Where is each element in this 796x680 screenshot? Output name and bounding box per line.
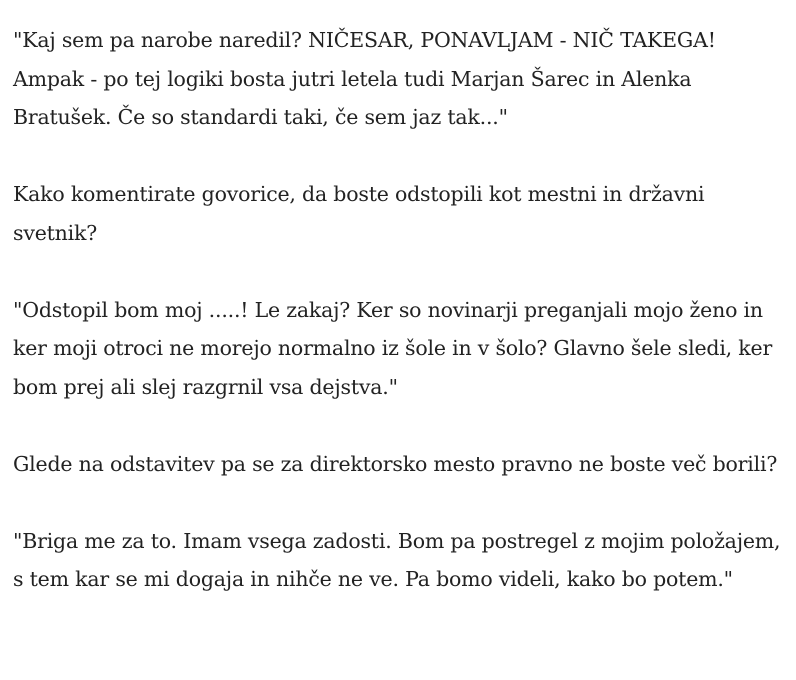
answer-paragraph-1: "Kaj sem pa narobe naredil? NIČESAR, PONAVLJAM - NIČ TAKEGA! Ampak - po tej logiki bosta jutri letela tudi Marjan Šarec in Alenka Bratušek. Če so standardi taki, če sem jaz tak..." xyxy=(13,28,716,129)
question-paragraph-2: Glede na odstavitev pa se za direktorsko mesto pravno ne boste več borili? xyxy=(13,451,778,476)
question-paragraph-1: Kako komentirate govorice, da boste odstopili kot mestni in državni svetnik? xyxy=(13,182,705,245)
answer-paragraph-2: "Odstopil bom moj .....! Le zakaj? Ker so novinarji preganjali mojo ženo in ker moji otroci ne morejo normalno iz šole in v šolo? Glavno šele sledi, ker bom prej ali slej razgrnil vsa dejstva." xyxy=(13,297,773,399)
answer-paragraph-3: "Briga me za to. Imam vsega zadosti. Bom pa postregel z mojim položajem, s tem kar se mi dogaja in nihče ne ve. Pa bomo videli, kako bo potem." xyxy=(13,528,781,591)
article-body xyxy=(13,21,788,599)
